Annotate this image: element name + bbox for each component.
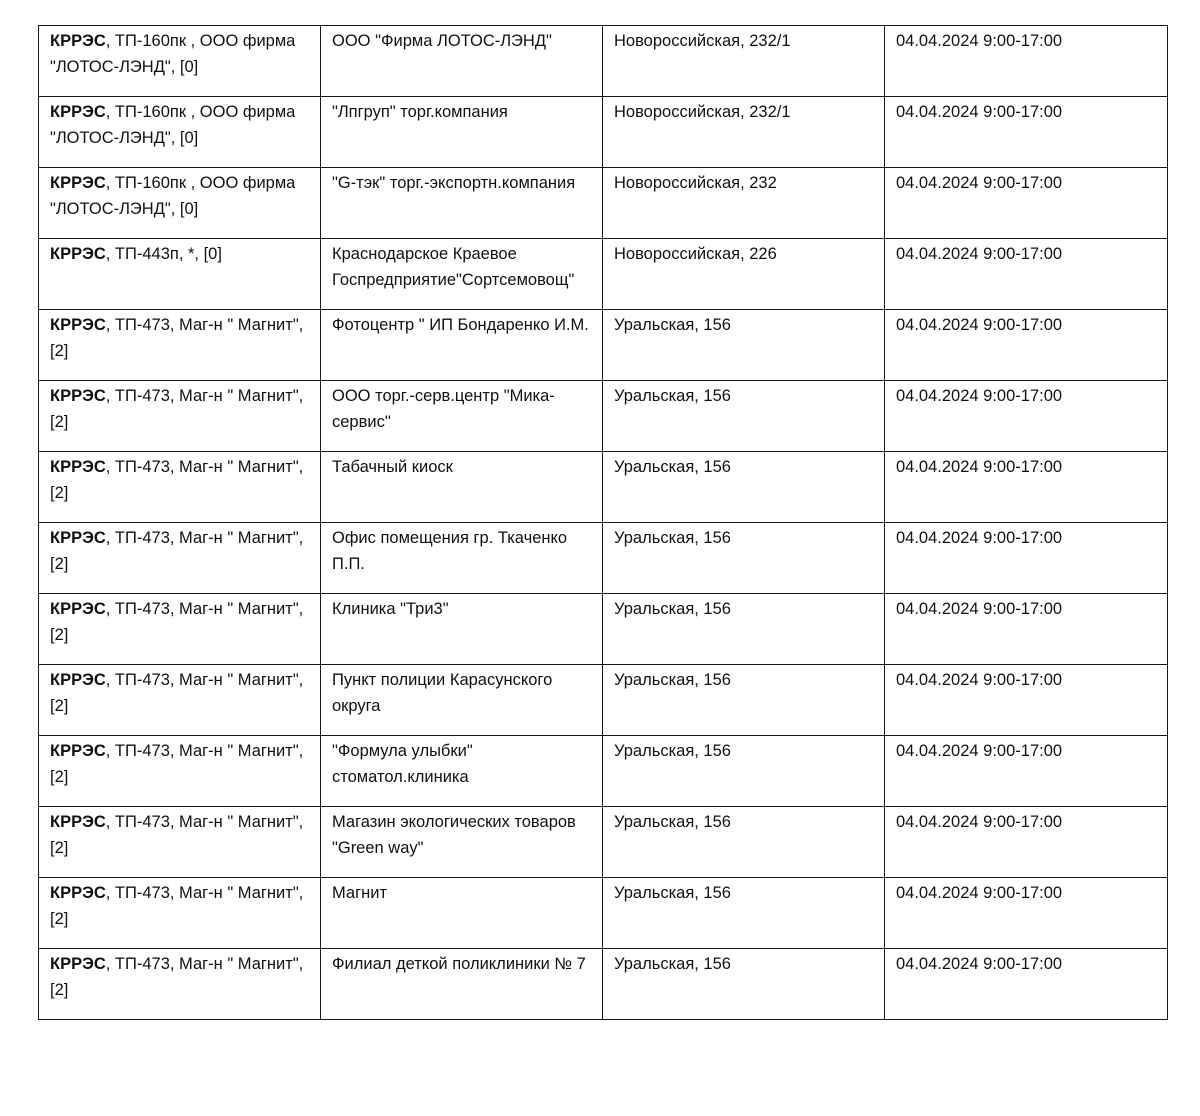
address-cell: Новороссийская, 232 <box>603 168 885 239</box>
table-row <box>39 523 1168 594</box>
source-details: , ТП-473, Маг-н " Магнит", [2] <box>50 955 304 999</box>
network-name: КРРЭС <box>50 245 106 263</box>
consumer-cell: "Лпгруп" торг.компания <box>321 97 603 168</box>
time-cell: 04.04.2024 9:00-17:00 <box>885 168 1168 239</box>
network-name: КРРЭС <box>50 529 106 547</box>
source-cell <box>39 381 321 452</box>
table-row <box>39 949 1168 1020</box>
table-row <box>39 381 1168 452</box>
address-cell: Новороссийская, 232/1 <box>603 26 885 97</box>
table-row <box>39 239 1168 310</box>
source-details: , ТП-473, Маг-н " Магнит", [2] <box>50 387 304 431</box>
table-row <box>39 807 1168 878</box>
outage-table-body <box>39 26 1168 1020</box>
table-row <box>39 97 1168 168</box>
source-cell <box>39 665 321 736</box>
source-details: , ТП-443п, *, [0] <box>105 245 222 263</box>
source-details: , ТП-473, Маг-н " Магнит", [2] <box>50 529 304 573</box>
source-cell <box>39 523 321 594</box>
table-row <box>39 168 1168 239</box>
source-details: , ТП-473, Маг-н " Магнит", [2] <box>50 458 304 502</box>
network-name: КРРЭС <box>50 174 106 192</box>
time-cell: 04.04.2024 9:00-17:00 <box>885 594 1168 665</box>
address-cell: Уральская, 156 <box>603 665 885 736</box>
outage-table <box>38 25 1168 1020</box>
source-details: , ТП-473, Маг-н " Магнит", [2] <box>50 742 304 786</box>
source-details: , ТП-160пк , ООО фирма "ЛОТОС-ЛЭНД", [0] <box>50 174 296 218</box>
network-name: КРРЭС <box>50 458 106 476</box>
network-name: КРРЭС <box>50 955 106 973</box>
time-cell: 04.04.2024 9:00-17:00 <box>885 523 1168 594</box>
consumer-cell: Офис помещения гр. Ткаченко П.П. <box>321 523 603 594</box>
source-cell <box>39 239 321 310</box>
table-row <box>39 878 1168 949</box>
network-name: КРРЭС <box>50 742 106 760</box>
address-cell: Уральская, 156 <box>603 949 885 1020</box>
time-cell: 04.04.2024 9:00-17:00 <box>885 736 1168 807</box>
consumer-cell: Пункт полиции Карасунского округа <box>321 665 603 736</box>
time-cell: 04.04.2024 9:00-17:00 <box>885 310 1168 381</box>
consumer-cell: Филиал деткой поликлиники № 7 <box>321 949 603 1020</box>
source-cell <box>39 26 321 97</box>
source-cell <box>39 168 321 239</box>
consumer-cell: ООО торг.-серв.центр "Мика-сервис" <box>321 381 603 452</box>
consumer-cell: Магнит <box>321 878 603 949</box>
time-cell: 04.04.2024 9:00-17:00 <box>885 239 1168 310</box>
network-name: КРРЭС <box>50 387 106 405</box>
source-cell <box>39 594 321 665</box>
source-cell <box>39 878 321 949</box>
address-cell: Уральская, 156 <box>603 594 885 665</box>
consumer-cell: Магазин экологических товаров "Green way" <box>321 807 603 878</box>
source-details: , ТП-473, Маг-н " Магнит", [2] <box>50 316 304 360</box>
source-details: , ТП-160пк , ООО фирма "ЛОТОС-ЛЭНД", [0] <box>50 103 296 147</box>
source-cell <box>39 949 321 1020</box>
source-details: , ТП-473, Маг-н " Магнит", [2] <box>50 600 304 644</box>
source-details: , ТП-160пк , ООО фирма "ЛОТОС-ЛЭНД", [0] <box>50 32 296 76</box>
network-name: КРРЭС <box>50 884 106 902</box>
table-row <box>39 594 1168 665</box>
source-cell <box>39 452 321 523</box>
consumer-cell: "Формула улыбки" стоматол.клиника <box>321 736 603 807</box>
address-cell: Уральская, 156 <box>603 381 885 452</box>
time-cell: 04.04.2024 9:00-17:00 <box>885 97 1168 168</box>
source-details: , ТП-473, Маг-н " Магнит", [2] <box>50 671 304 715</box>
address-cell: Уральская, 156 <box>603 807 885 878</box>
source-cell <box>39 807 321 878</box>
address-cell: Уральская, 156 <box>603 310 885 381</box>
source-details: , ТП-473, Маг-н " Магнит", [2] <box>50 884 304 928</box>
address-cell: Уральская, 156 <box>603 523 885 594</box>
time-cell: 04.04.2024 9:00-17:00 <box>885 452 1168 523</box>
consumer-cell: Табачный киоск <box>321 452 603 523</box>
time-cell: 04.04.2024 9:00-17:00 <box>885 665 1168 736</box>
time-cell: 04.04.2024 9:00-17:00 <box>885 878 1168 949</box>
time-cell: 04.04.2024 9:00-17:00 <box>885 26 1168 97</box>
table-row <box>39 452 1168 523</box>
consumer-cell: ООО "Фирма ЛОТОС-ЛЭНД" <box>321 26 603 97</box>
consumer-cell: Краснодарское Краевое Госпредприятие"Сортсемовощ" <box>321 239 603 310</box>
table-row <box>39 736 1168 807</box>
source-details: , ТП-473, Маг-н " Магнит", [2] <box>50 813 304 857</box>
consumer-cell: "G-тэк" торг.-экспортн.компания <box>321 168 603 239</box>
network-name: КРРЭС <box>50 600 106 618</box>
time-cell: 04.04.2024 9:00-17:00 <box>885 807 1168 878</box>
address-cell: Уральская, 156 <box>603 736 885 807</box>
address-cell: Уральская, 156 <box>603 452 885 523</box>
address-cell: Новороссийская, 226 <box>603 239 885 310</box>
table-row <box>39 26 1168 97</box>
source-cell <box>39 736 321 807</box>
table-row <box>39 310 1168 381</box>
source-cell <box>39 97 321 168</box>
network-name: КРРЭС <box>50 671 106 689</box>
consumer-cell: Клиника "Три3" <box>321 594 603 665</box>
network-name: КРРЭС <box>50 32 106 50</box>
time-cell: 04.04.2024 9:00-17:00 <box>885 381 1168 452</box>
time-cell: 04.04.2024 9:00-17:00 <box>885 949 1168 1020</box>
network-name: КРРЭС <box>50 813 106 831</box>
network-name: КРРЭС <box>50 103 106 121</box>
address-cell: Новороссийская, 232/1 <box>603 97 885 168</box>
consumer-cell: Фотоцентр " ИП Бондаренко И.М. <box>321 310 603 381</box>
source-cell <box>39 310 321 381</box>
table-row <box>39 665 1168 736</box>
address-cell: Уральская, 156 <box>603 878 885 949</box>
network-name: КРРЭС <box>50 316 106 334</box>
